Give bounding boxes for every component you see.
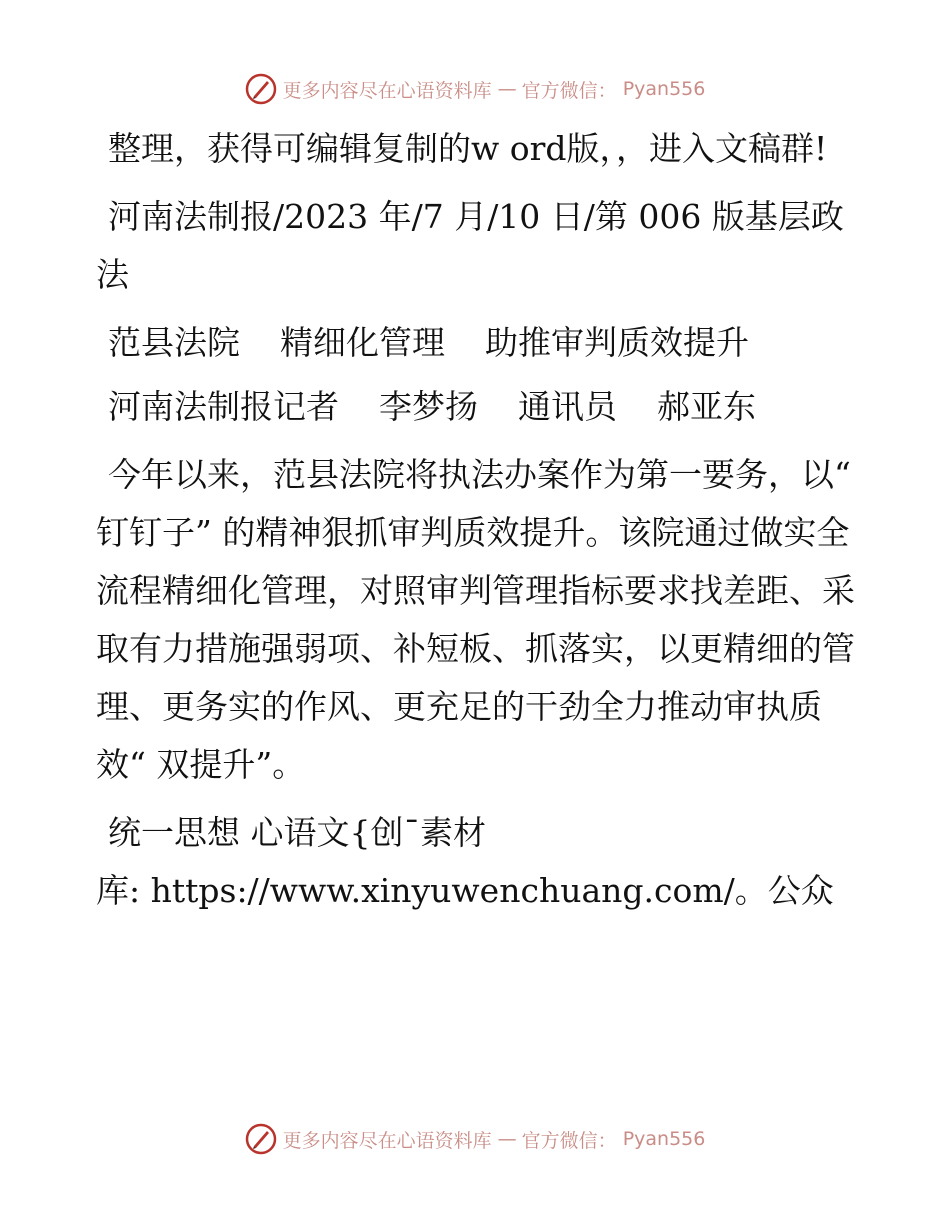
byline-part: 郝亚东 xyxy=(657,387,756,426)
byline-part: 通讯员 xyxy=(518,387,617,426)
banner-wechat-label: 官方微信： xyxy=(521,1129,617,1152)
banner-text: 更多内容尽在心语资料库 xyxy=(282,79,492,102)
section-line: 统一思想 心语文{创¯素材 xyxy=(108,813,486,852)
title-part: 精细化管理 xyxy=(280,323,445,362)
document-body xyxy=(96,120,856,930)
section-line-continued: 库: https://www.xinyuwenchuang.com/。公众 xyxy=(96,871,834,910)
byline-part: 李梦扬 xyxy=(379,387,478,426)
banner-dash: — xyxy=(497,1128,516,1150)
banner-wechat-label: 官方微信： xyxy=(521,79,617,102)
banner-dash: — xyxy=(497,78,516,100)
quill-pen-icon xyxy=(245,73,277,105)
body-paragraph: 今年以来，范县法院将执法办案作为第一要务，以“ 钉钉子” 的精神狠抓审判质效提升。该院通过做实全流程精细化管理，对照审判管理指标要求找差距、采取有力措施强弱项、补短板、抓落实，以更精细的管理、更务实的作风、更充足的干劲全力推动审执质效“ 双提升”。 xyxy=(96,455,855,784)
byline xyxy=(96,378,856,436)
source-line: 河南法制报/2023 年/7 月/10 日/第 006 版基层政法 xyxy=(96,197,844,294)
banner-text: 更多内容尽在心语资料库 xyxy=(282,1129,492,1152)
banner-wechat-id: Pyan556 xyxy=(622,78,706,100)
banner-wechat-id: Pyan556 xyxy=(622,1128,706,1150)
intro-paragraph: 整理，获得可编辑复制的w ord版，，进入文稿群! xyxy=(108,129,828,168)
title-part: 范县法院 xyxy=(108,323,240,362)
byline-part: 河南法制报记者 xyxy=(108,387,339,426)
header-banner xyxy=(0,73,950,105)
footer-banner xyxy=(0,1123,950,1155)
article-title xyxy=(96,314,856,372)
quill-pen-icon xyxy=(245,1123,277,1155)
title-part: 助推审判质效提升 xyxy=(485,323,749,362)
